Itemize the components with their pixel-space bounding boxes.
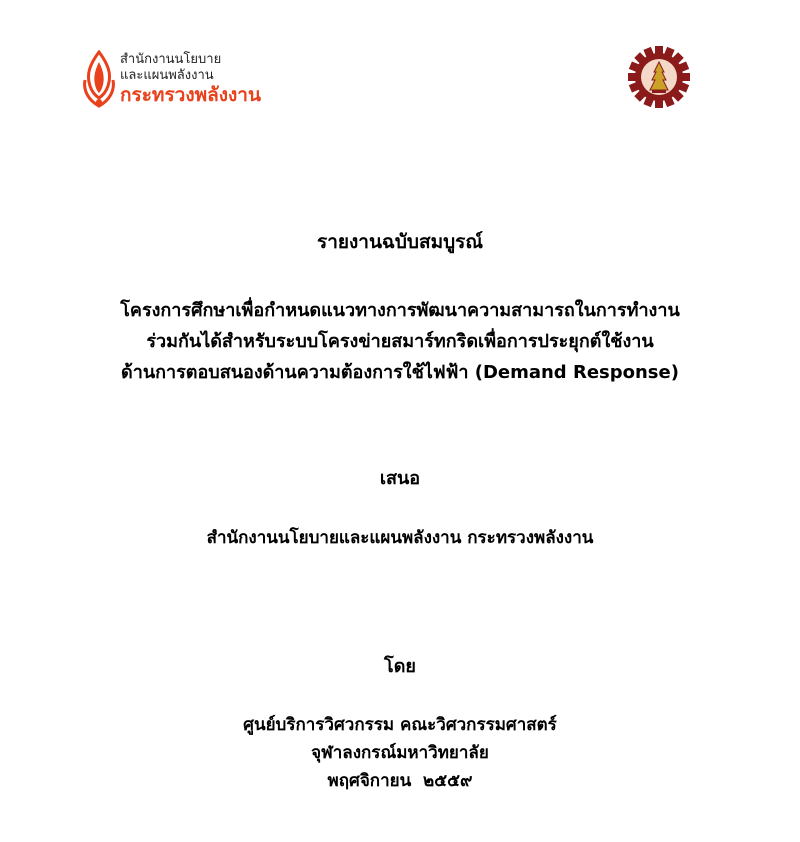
- logo-line-1: สำนักงานนโยบาย: [120, 52, 222, 67]
- report-title: รายงานฉบับสมบูรณ์: [316, 231, 484, 253]
- author-line: จุฬาลงกรณ์มหาวิทยาลัย: [311, 743, 489, 763]
- project-title-line: ร่วมกันได้สำหรับระบบโครงข่ายสมาร์ทกริดเพื่อการประยุกต์ใช้งาน: [146, 331, 654, 352]
- by-label: โดย: [384, 656, 416, 677]
- logo-line-3: กระทรวงพลังงาน: [120, 84, 261, 106]
- authors-block: [0, 711, 800, 795]
- project-title-line: โครงการศึกษาเพื่อกำหนดแนวทางการพัฒนาความสามารถในการทำงาน: [120, 300, 680, 321]
- flame-icon: [80, 50, 118, 108]
- engineering-gear-emblem-icon: [628, 46, 690, 108]
- author-line: ศูนย์บริการวิศวกรรม คณะวิศวกรรมศาสตร์: [243, 715, 557, 735]
- report-date: พฤศจิกายน ๒๕๕๙: [327, 771, 473, 791]
- logo-line-2: และแผนพลังงาน: [120, 68, 214, 83]
- presented-label: เสนอ: [379, 468, 421, 489]
- project-title: [0, 295, 800, 388]
- presented-to: สำนักงานนโยบายและแผนพลังงาน กระทรวงพลังงาน: [206, 528, 594, 548]
- eppo-logo: [80, 50, 320, 110]
- project-title-line: ด้านการตอบสนองด้านความต้องการใช้ไฟฟ้า (Demand Response): [121, 362, 679, 383]
